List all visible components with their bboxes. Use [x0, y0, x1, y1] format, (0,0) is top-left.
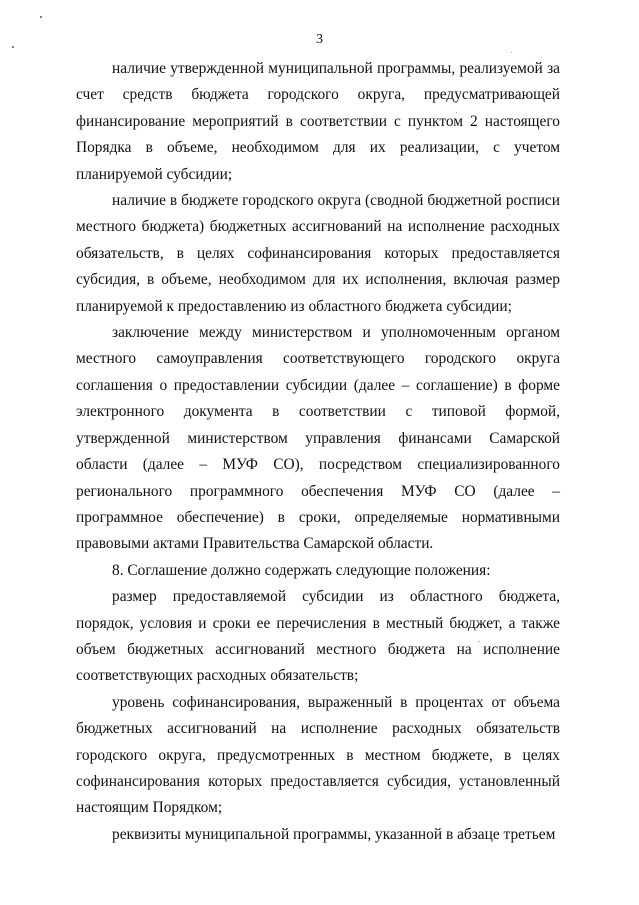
paragraph-program-details: реквизиты муниципальной программы, указанной в абзаце третьем	[112, 825, 556, 843]
page-number: 3	[316, 32, 323, 47]
scan-speck	[511, 52, 512, 53]
paragraph-budget-allocations: наличие в бюджете городского округа (сводной бюджетной росписи местного бюджета) бюджетных ассигнований на исполнение расходных обязательств, в целях софинансирования которых предоставляется субсидия, в объеме, необходимом для их исполнения, включая размер планируемой к предоставлению из областного бюджета субсидии;	[76, 192, 560, 315]
scan-speck	[40, 16, 42, 18]
paragraph-agreement-clause-8: 8. Соглашение должно содержать следующие положения:	[112, 561, 491, 579]
document-body	[76, 56, 560, 848]
paragraph-subsidy-amount: размер предоставляемой субсидии из областного бюджета, порядок, условия и сроки ее перечисления в местный бюджет, а также объем бюджетных ассигнований местного бюджета на исполнение соответствующих расходных обязательств;	[76, 588, 560, 685]
paragraph-cofinancing-level: уровень софинансирования, выраженный в процентах от объема бюджетных ассигнований на исполнение расходных обязательств городского округа, предусмотренных в местном бюджете, в целях софинансирования которых предоставляется субсидия, установленный настоящим Порядком;	[76, 693, 560, 817]
paragraph-program-requirement: наличие утвержденной муниципальной программы, реализуемой за счет средств бюджета городского округа, предусматривающей финансирование мероприятий в соответствии с пунктом 2 настоящего Порядка в объеме, необходимом для их реализации, с учетом планируемой субсидии;	[76, 60, 560, 183]
paragraph-agreement-conclusion: заключение между министерством и уполномоченным органом местного самоуправления соответствующего городского округа соглашения о предоставлении субсидии (далее – соглашение) в форме электронного документа в соответствии с типовой формой, утвержденной министерством управления финансами Самарской области (далее – МУФ СО), посредством специализированного регионального программного обеспечения МУФ СО (далее – программное обеспечение) в сроки, определяемые нормативными правовыми актами Правительства Самарской области.	[76, 324, 560, 553]
